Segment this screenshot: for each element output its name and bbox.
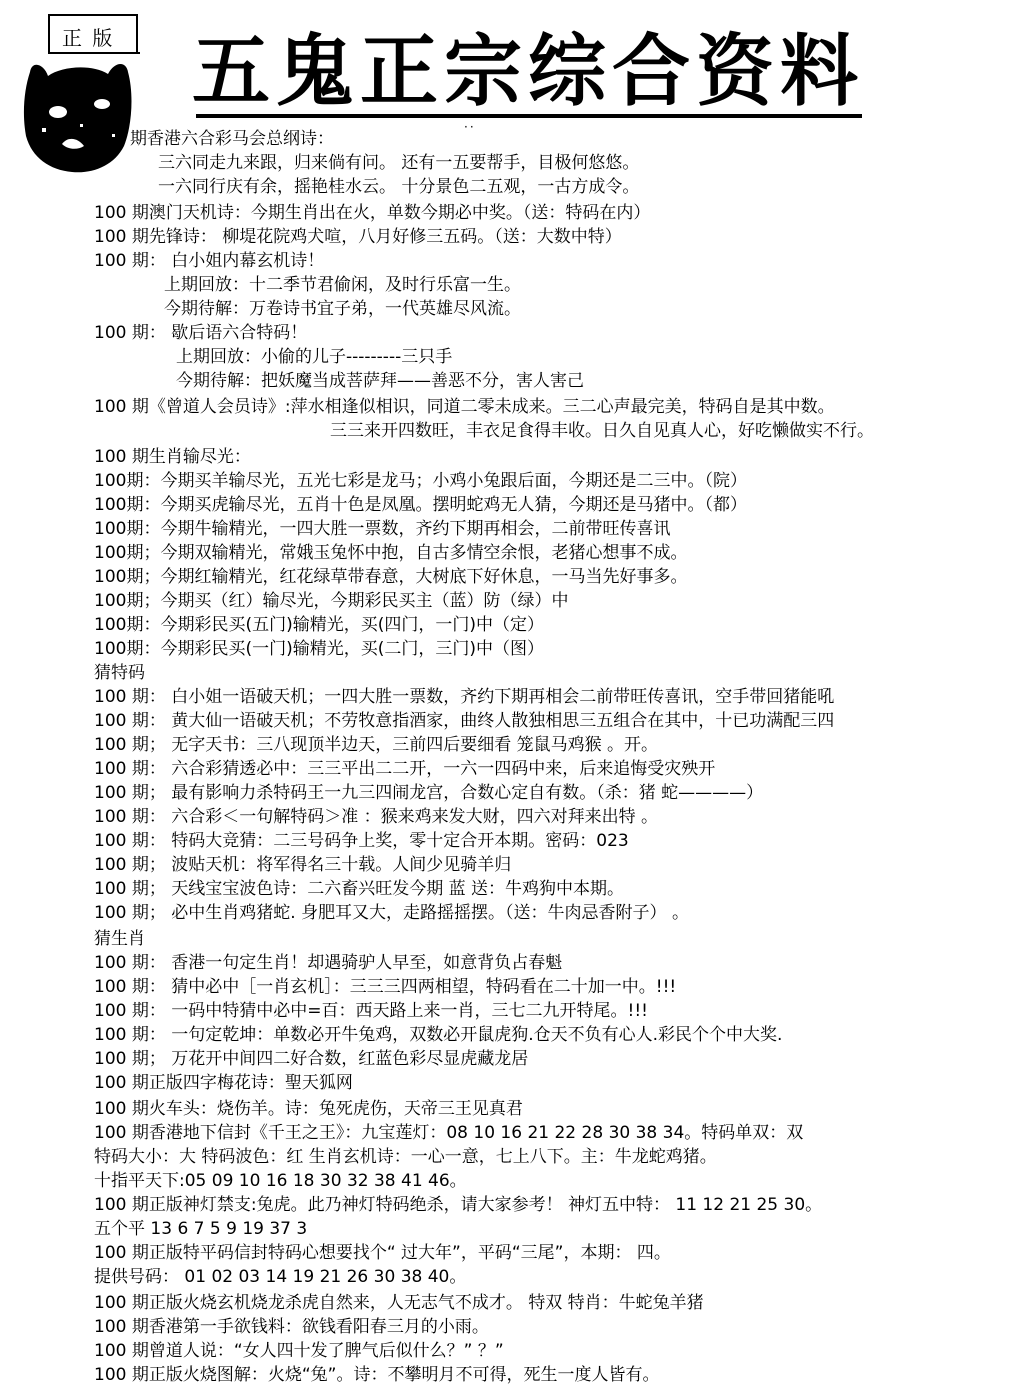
text-line: 五个平 13 6 7 5 9 19 37 3 bbox=[94, 1219, 308, 1239]
edition-badge bbox=[48, 14, 138, 52]
text-line: 十指平天下:05 09 10 16 18 30 32 38 41 46。 bbox=[94, 1171, 467, 1191]
title-underline bbox=[196, 114, 862, 118]
text-line: 100 期火车头：烧伤羊。诗：兔死虎伤，天帝三王见真君 bbox=[94, 1099, 523, 1119]
text-line: 100 期： 六合彩＜一句解特码＞准 ：猴来鸡来发大财，四六对拜来出特 。 bbox=[94, 807, 659, 827]
text-line: 100期；今期红输精光，红花绿草带春意，大树底下好休息，一马当先好事多。 bbox=[94, 567, 688, 587]
text-line: 100 期； 无字天书：三八现顶半边天，三前四后要细看 笼鼠马鸡猴 。开。 bbox=[94, 735, 659, 755]
text-line: 一六同行庆有余，摇艳桂水云。 十分景色二五观，一古方成令。 bbox=[158, 177, 640, 197]
text-line: 100 期： 白小姐内幕玄机诗！ bbox=[94, 251, 325, 271]
edition-badge-label: 正 版 bbox=[62, 26, 115, 50]
text-line: 100 期： 猜中必中［一肖玄机］：三三三四两相望，特码看在二十加一中。!!! bbox=[94, 977, 677, 997]
text-line: 100 期正版神灯禁支:兔虎。此乃神灯特码绝杀，请大家参考！ 神灯五中特： 11 12 21 25 30。 bbox=[94, 1195, 823, 1215]
text-line: 100 期： 白小姐一语破天机；一四大胜一票数，齐约下期再相会二前带旺传喜讯，空手带回猪能吼 bbox=[94, 687, 835, 707]
text-line: 100期：今期彩民买(五门)输精光，买(四门，一门)中（定） bbox=[94, 615, 544, 635]
text-line: 三三来开四数旺，丰衣足食得丰收。日久自见真人心，好吃懒做实不行。 bbox=[330, 421, 874, 441]
text-line: 100 期曾道人说：“女人四十发了脾气后似什么？” ？” bbox=[94, 1341, 504, 1361]
text-line: 100 期正版火烧图解：火烧“兔”。诗：不攀明月不可得，死生一度人皆有。 bbox=[94, 1365, 660, 1385]
text-line: 100 期； 万花开中间四二好合数，红蓝色彩尽显虎藏龙居 bbox=[94, 1049, 529, 1069]
text-line: 100期：今期牛输精光，一四大胜一票数，齐约下期再相会，二前带旺传喜讯 bbox=[94, 519, 671, 539]
text-line: 100 期： 一句定乾坤：单数必开牛兔鸡，双数必开鼠虎狗.仓天不负有心人.彩民个个中大奖. bbox=[94, 1025, 783, 1045]
text-line: 100 期正版特平码信封特码心想要找个“ 过大年”，平码“三尾”，本期： 四。 bbox=[94, 1243, 671, 1263]
text-line: 100 期香港第一手欲钱料：欲钱看阳春三月的小雨。 bbox=[94, 1317, 489, 1337]
text-line: 100 期生肖输尽光： bbox=[94, 447, 251, 467]
text-line: 100 期澳门天机诗：今期生肖出在火，单数今期必中奖。（送：特码在内） bbox=[94, 203, 651, 223]
text-line: 今期待解：把妖魔当成菩萨拜——善恶不分，害人害己 bbox=[176, 371, 584, 391]
text-line: 100 期先锋诗： 柳堤花院鸡犬喧，八月好修三五码。（送：大数中特） bbox=[94, 227, 622, 247]
text-line: 100 期香港地下信封《千王之王》：九宝莲灯：08 10 16 21 22 28 30 38 34。特码单双：双 bbox=[94, 1123, 804, 1143]
text-line: 100 期： 一码中特猜中必中=百：西天路上来一肖，三七二九开特尾。!!! bbox=[94, 1001, 648, 1021]
section-heading: 猜生肖 bbox=[94, 929, 145, 949]
page-title: 五鬼正宗综合资料 bbox=[192, 26, 865, 117]
text-line: 100期：今期买虎输尽光，五肖十色是凤凰。摆明蛇鸡无人猜，今期还是马猪中。（都） bbox=[94, 495, 747, 515]
text-line: 上期回放：小偷的儿子---------三只手 bbox=[176, 347, 453, 367]
text-line: 100期；今期双输精光，常娥玉兔怀中抱，自古多情空余恨，老猪心想事不成。 bbox=[94, 543, 688, 563]
text-line: 100 期； 天线宝宝波色诗：二六畜兴旺发今期 蓝 送：牛鸡狗中本期。 bbox=[94, 879, 625, 899]
text-line: 100 期： 六合彩猜透必中：三三平出二二开，一六一四码中来，后来追悔受灾殃开 bbox=[94, 759, 716, 779]
text-line: 100期：今期彩民买(一门)输精光，买(二门，三门)中（图） bbox=[94, 639, 544, 659]
dots-mark: ·· bbox=[464, 120, 476, 134]
text-line: 100 期； 最有影响力杀特码王一九三四闹龙宫，合数心定自有数。（杀：猪 蛇————） bbox=[94, 783, 764, 803]
text-line: 今期待解：万卷诗书宜子弟，一代英雄尽风流。 bbox=[164, 299, 521, 319]
text-line: 100期；今期买（红）输尽光，今期彩民买主（蓝）防（绿）中 bbox=[94, 591, 569, 611]
text-line: 提供号码： 01 02 03 14 19 21 26 30 38 40。 bbox=[94, 1267, 467, 1287]
text-line: 特码大小：大 特码波色：红 生肖玄机诗：一心一意，七上八下。主：牛龙蛇鸡猪。 bbox=[94, 1147, 717, 1167]
text-line: 上期回放：十二季节君偷闲，及时行乐富一生。 bbox=[164, 275, 521, 295]
text-line: 三六同走九来跟，归来倘有问。 还有一五要帮手，目极何悠悠。 bbox=[158, 153, 640, 173]
ghost-face-logo bbox=[22, 54, 134, 174]
text-line: 100 期； 波贴天机：将军得名三十载。人间少见骑羊归 bbox=[94, 855, 512, 875]
text-line: 100 期正版火烧玄机烧龙杀虎自然来，人无志气不成才。 特双 特肖：牛蛇兔羊猪 bbox=[94, 1293, 704, 1313]
text-line: 100 期： 特码大竞猜：二三号码争上奖，零十定合开本期。密码：023 bbox=[94, 831, 629, 851]
text-line: 期香港六合彩马会总纲诗： bbox=[130, 129, 334, 149]
section-heading: 猜特码 bbox=[94, 663, 145, 683]
text-line: 100 期《曾道人会员诗》:萍水相逢似相识，同道二零未成来。三二心声最完美，特码自是其中数。 bbox=[94, 397, 835, 417]
text-line: 100 期： 歇后语六合特码！ bbox=[94, 323, 308, 343]
text-line: 100期：今期买羊输尽光，五光七彩是龙马；小鸡小兔跟后面，今期还是二三中。（院） bbox=[94, 471, 747, 491]
text-line: 100 期： 黄大仙一语破天机；不劳牧意指酒家，曲终人散独相思三五组合在其中，十已功满配三四 bbox=[94, 711, 835, 731]
text-line: 100 期； 必中生肖鸡猪蛇. 身肥耳又大，走路摇摇摆。（送：牛肉忌香附子） 。 bbox=[94, 903, 689, 923]
text-line: 100 期正版四字梅花诗：聖天狐网 bbox=[94, 1073, 353, 1093]
text-line: 100 期： 香港一句定生肖！却遇骑驴人早至，如意背负占春魁 bbox=[94, 953, 563, 973]
